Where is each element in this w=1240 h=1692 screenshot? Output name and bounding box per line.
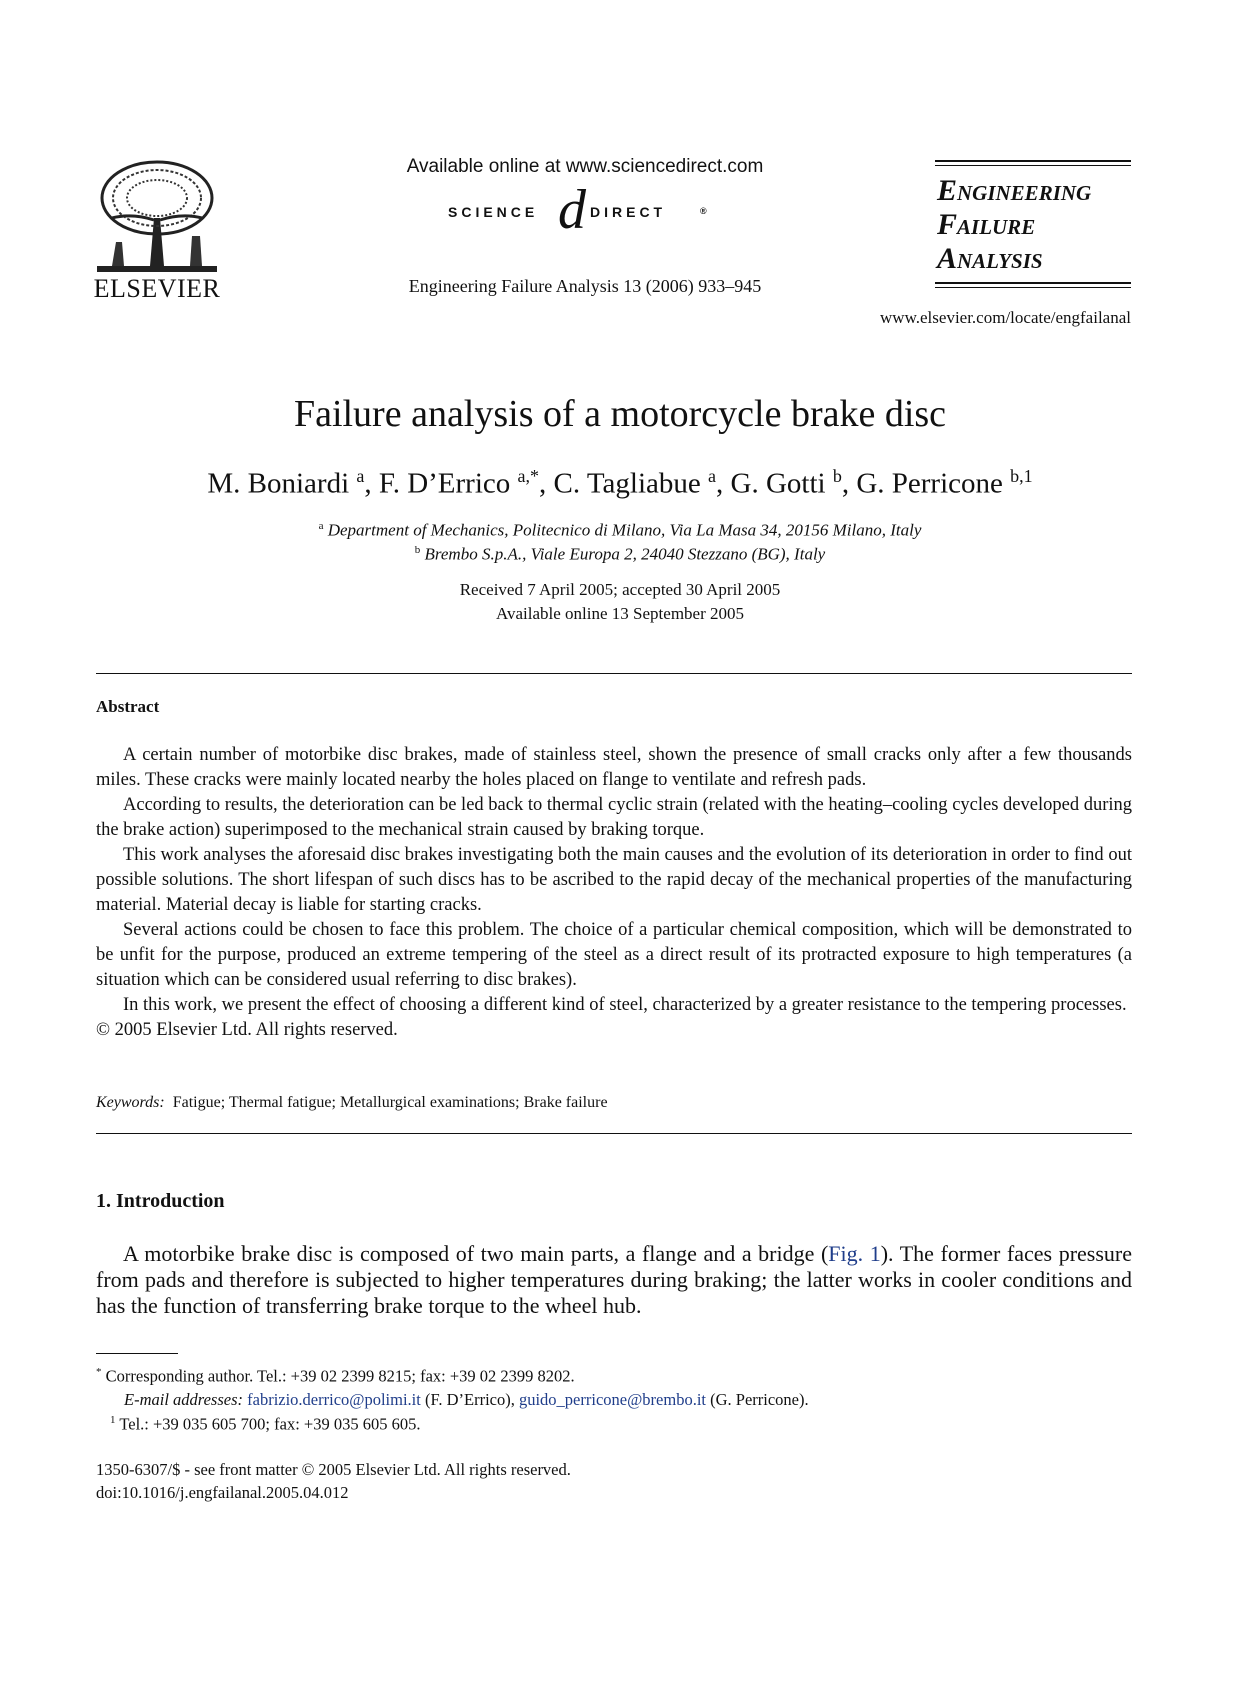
keywords-text: Fatigue; Thermal fatigue; Metallurgical examinations; Brake failure (172, 1094, 608, 1111)
footnote-mark: 1 (110, 1414, 116, 1426)
affiliation-b (0, 544, 1240, 565)
author-affil-mark: a (708, 466, 717, 486)
available-date: Available online 13 September 2005 (495, 604, 744, 623)
copyright-line: © 2005 Elsevier Ltd. All rights reserved. (96, 1020, 398, 1040)
sd-left-word: SCIENCE (448, 204, 539, 220)
affiliation-a (0, 520, 1240, 541)
abstract-paragraph: Several actions could be chosen to face this problem. The choice of a particular chemical composition, which will be demonstrated to be unfit for the purpose, produced an extreme tempering of the steel as a direct result of its protracted exposure to high temperatures (a situation which can be considered usual referring to disc brakes). (96, 920, 1132, 990)
abstract-heading: Abstract (96, 697, 160, 716)
journal-rule-bottom (935, 282, 1131, 288)
sd-at-glyph: d (558, 179, 586, 241)
footnote-rule (96, 1353, 178, 1354)
footnote-corresponding (96, 1366, 575, 1387)
journal-citation: Engineering Failure Analysis 13 (2006) 933–945 (408, 276, 762, 296)
abstract-paragraph: This work analyses the aforesaid disc brakes investigating both the main causes and the evolution of its deterioration in order to find out possible solutions. The short lifespan of such discs has to be ascribed to the rapid decay of the mechanical properties of the manufacturing material. Material decay is liable for starting cracks. (96, 845, 1132, 915)
tree-icon (92, 158, 222, 276)
publisher-name: ELSEVIER (93, 274, 221, 303)
author-affil-mark: b,1 (1010, 466, 1033, 486)
email-link[interactable]: fabrizio.derrico@polimi.it (247, 1390, 421, 1409)
journal-name-line-2: Failure (937, 208, 1036, 241)
doi-line: doi:10.1016/j.engfailanal.2005.04.012 (96, 1483, 349, 1502)
sciencedirect-logo (440, 179, 730, 244)
issn-line: 1350-6307/$ - see front matter © 2005 Elsevier Ltd. All rights reserved. (96, 1460, 571, 1479)
email-owner: (G. Perricone). (710, 1390, 809, 1409)
affil-mark: a (318, 520, 324, 532)
email-owner: (F. D’Errico), (424, 1390, 515, 1409)
keywords-line (96, 1094, 608, 1112)
journal-url: www.elsevier.com/locate/engfailanal (880, 308, 1131, 327)
section-heading: 1. Introduction (96, 1190, 225, 1212)
author-name: C. Tagliabue (553, 467, 701, 500)
author-name: F. D’Errico (378, 467, 511, 500)
footnote-text: Tel.: +39 035 605 700; fax: +39 035 605 605. (119, 1414, 421, 1434)
intro-text: ). The former faces pressure from pads and therefore is subjected to higher temperatures during braking; the latter works in cooler conditions and has the function of transferring brake torque to the wheel hub. (96, 1241, 1132, 1318)
footnote-1 (110, 1414, 420, 1435)
journal-name-box (935, 160, 1131, 288)
author-name: G. Perricone (856, 467, 1003, 500)
received-dates: Received 7 April 2005; accepted 30 April 2005 (459, 580, 781, 599)
affil-mark: b (414, 544, 421, 556)
footnote-mark: * (96, 1366, 102, 1378)
email-label: E-mail addresses: (124, 1390, 243, 1409)
available-online-text: Available online at www.sciencedirect.com (406, 156, 764, 177)
sd-right-word: DIRECT (590, 204, 667, 220)
affil-text: Brembo S.p.A., Viale Europa 2, 24040 Stezzano (BG), Italy (424, 544, 826, 564)
journal-name-line-3: Analysis (937, 242, 1043, 275)
abstract-paragraph: According to results, the deterioration can be led back to thermal cyclic strain (related with the heating–cooling cycles developed during the brake action) superimposed to the mechanical strain caused by braking torque. (96, 795, 1132, 840)
divider (96, 673, 1132, 674)
email-link[interactable]: guido_perricone@brembo.it (518, 1390, 706, 1409)
abstract-body (96, 743, 1132, 1043)
abstract-paragraph: A certain number of motorbike disc brakes, made of stainless steel, shown the presence of small cracks only after a few thousands miles. These cracks were mainly located nearby the holes placed on flange to ventilate and refresh pads. (96, 745, 1132, 790)
journal-name-line-1: Engineering (937, 174, 1092, 207)
article-title: Failure analysis of a motorcycle brake disc (293, 393, 947, 435)
intro-body (96, 1241, 1132, 1319)
footnote-text: Corresponding author. Tel.: +39 02 2399 8215; fax: +39 02 2399 8202. (105, 1366, 575, 1386)
author-affil-mark: b (832, 466, 842, 486)
author-affil-mark: a,* (517, 466, 540, 486)
author-name: G. Gotti (730, 467, 826, 500)
author-list: M. Boniardi $^a$, F. D’Errico $^{a,*}$, C. Tagliabue $^a$, G. Gotti $^b$, G. Perricone $^{b,1}$ (207, 466, 1033, 500)
keywords-label: Keywords: (96, 1094, 165, 1111)
figure-link[interactable]: Fig. 1 (828, 1241, 881, 1266)
footnote-emails (124, 1390, 809, 1410)
author-name: M. Boniardi (207, 467, 350, 500)
intro-text: A motorbike brake disc is composed of two main parts, a flange and a bridge ( (123, 1241, 829, 1266)
intro-paragraph (96, 1241, 1132, 1319)
abstract-paragraph: In this work, we present the effect of choosing a different kind of steel, characterized by a greater resistance to the tempering processes. (123, 995, 1127, 1015)
author-affil-mark: a (356, 466, 365, 486)
divider (96, 1133, 1132, 1134)
registered-mark: ® (700, 206, 707, 216)
affil-text: Department of Mechanics, Politecnico di Milano, Via La Masa 34, 20156 Milano, Italy (327, 520, 922, 540)
